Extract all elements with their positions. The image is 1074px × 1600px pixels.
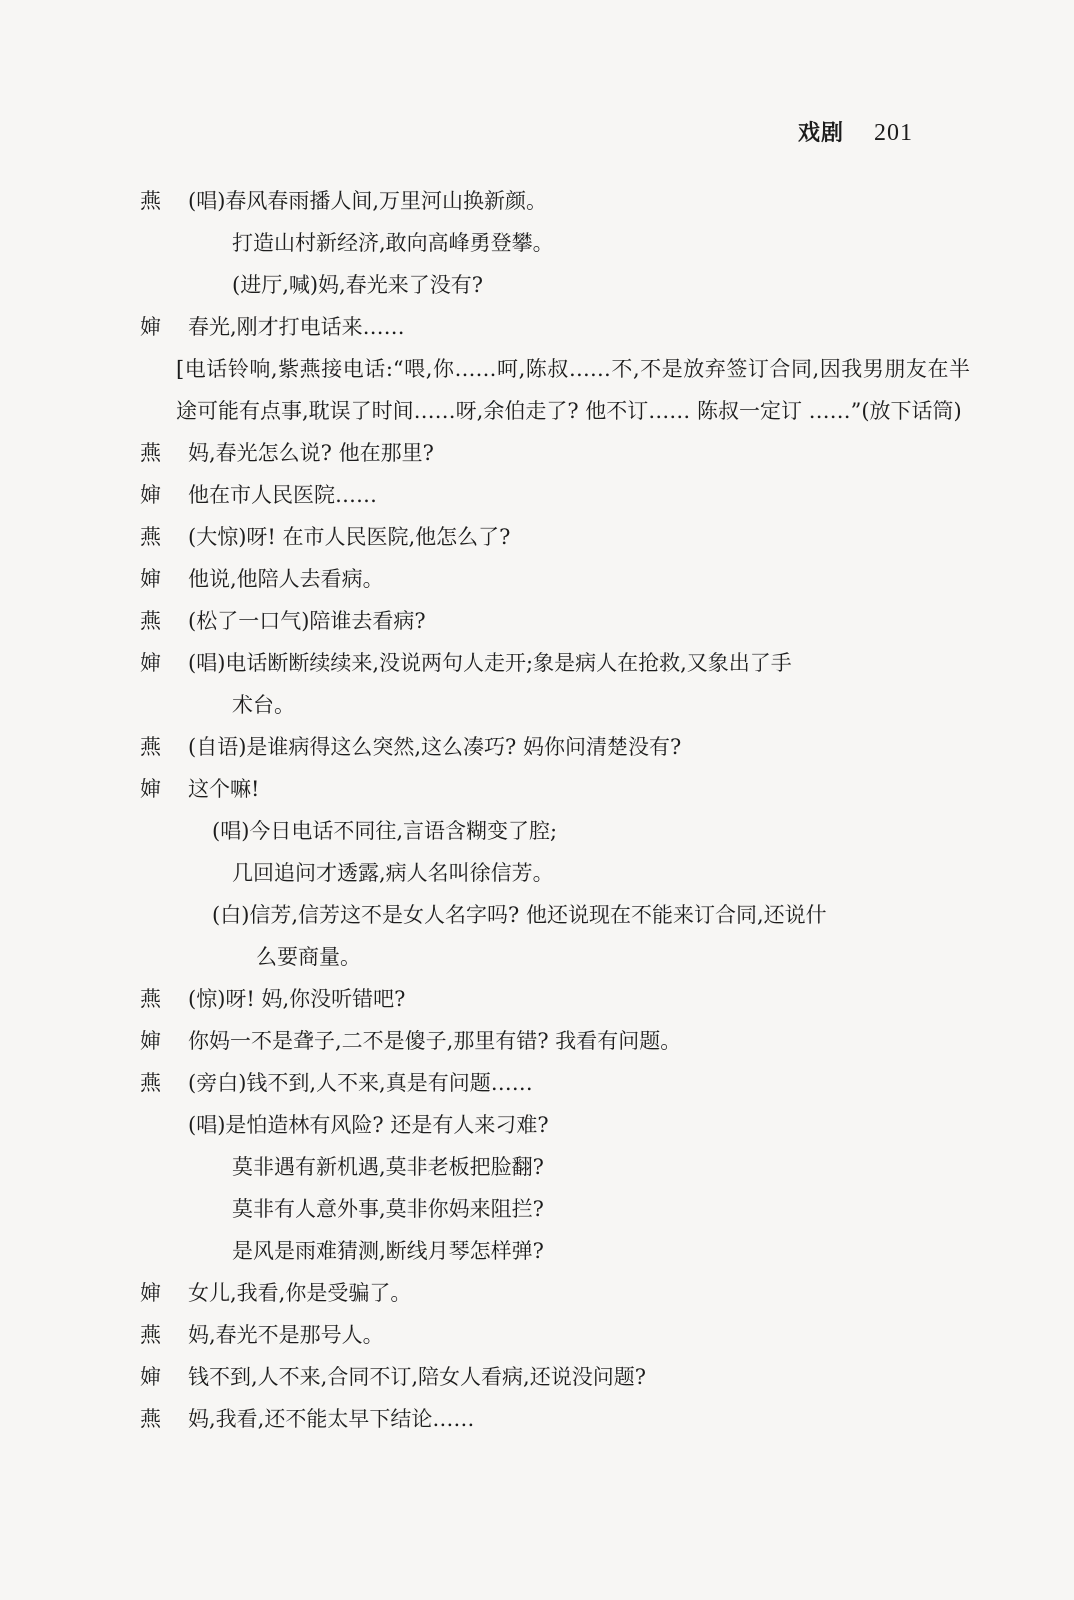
- dialogue-line: [140, 1272, 970, 1314]
- dialogue-line: [140, 306, 970, 348]
- speaker-label: 婶: [140, 1365, 161, 1389]
- dialogue-line: [140, 1356, 970, 1398]
- script-body: [140, 180, 970, 1440]
- line-text: 莫非有人意外事,莫非你妈来阻拦?: [232, 1197, 544, 1221]
- dialogue-line: [140, 642, 970, 726]
- line-text-first: (唱)电话断断续续来,没说两句人走开;象是病人在抢救,又象出了手: [188, 651, 792, 675]
- line-text: 钱不到,人不来,合同不订,陪女人看病,还说没问题?: [188, 1365, 646, 1389]
- speaker-label: 婶: [140, 777, 161, 801]
- stage-direction-text: [电话铃响,紫燕接电话:“喂,你……呵,陈叔……不,不是放弃签订合同,因我男朋友在半途可能有点事,耽误了时间……呀,余伯走了? 他不订…… 陈叔一定订 ……”(放下话筒): [176, 357, 970, 423]
- line-text: (旁白)钱不到,人不来,真是有问题……: [188, 1071, 533, 1095]
- line-text: 打造山村新经济,敢向高峰勇登攀。: [232, 231, 554, 255]
- dialogue-line: [140, 1020, 970, 1062]
- speaker-label: 燕: [140, 1071, 161, 1095]
- dialogue-line: [140, 894, 970, 978]
- speaker-label: 燕: [140, 1407, 161, 1431]
- dialogue-line: [140, 726, 970, 768]
- dialogue-line: [140, 810, 970, 852]
- line-text: (唱)春风春雨播人间,万里河山换新颜。: [188, 189, 548, 213]
- line-text: 几回追问才透露,病人名叫徐信芳。: [232, 861, 554, 885]
- line-text-continuation: 术台。: [232, 693, 295, 717]
- line-text: 莫非遇有新机遇,莫非老板把脸翻?: [232, 1155, 544, 1179]
- speaker-label: 婶: [140, 483, 161, 507]
- line-text: 是风是雨难猜测,断线月琴怎样弹?: [232, 1239, 544, 1263]
- line-text: 这个嘛!: [188, 777, 260, 801]
- dialogue-line: [140, 558, 970, 600]
- line-text: (松了一口气)陪谁去看病?: [188, 609, 426, 633]
- page-number: 201: [874, 120, 914, 146]
- line-text: (进厅,喊)妈,春光来了没有?: [232, 273, 483, 297]
- dialogue-line: [140, 1146, 970, 1188]
- speaker-label: 婶: [140, 651, 161, 675]
- line-text: (唱)今日电话不同往,言语含糊变了腔;: [212, 819, 558, 843]
- line-text-first: (白)信芳,信芳这不是女人名字吗? 他还说现在不能来订合同,还说什: [212, 903, 827, 927]
- dialogue-line: [140, 474, 970, 516]
- running-header: [798, 116, 913, 147]
- dialogue-line: [140, 1314, 970, 1356]
- dialogue-line: [140, 1104, 970, 1146]
- line-text: 妈,我看,还不能太早下结论……: [188, 1407, 475, 1431]
- speaker-label: 燕: [140, 441, 161, 465]
- line-text: (自语)是谁病得这么突然,这么凑巧? 妈你问清楚没有?: [188, 735, 682, 759]
- line-text: 他在市人民医院……: [188, 483, 377, 507]
- speaker-label: 婶: [140, 315, 161, 339]
- dialogue-line: [140, 264, 970, 306]
- speaker-label: 燕: [140, 189, 161, 213]
- line-text: 妈,春光不是那号人。: [188, 1323, 384, 1347]
- dialogue-line: [140, 978, 970, 1020]
- line-text: [212, 894, 970, 978]
- line-text-continuation: 么要商量。: [256, 945, 361, 969]
- dialogue-line: [140, 1188, 970, 1230]
- dialogue-line: [140, 1398, 970, 1440]
- dialogue-line: [140, 768, 970, 810]
- line-text: [188, 642, 970, 726]
- line-text: 他说,他陪人去看病。: [188, 567, 384, 591]
- dialogue-line: [140, 852, 970, 894]
- dialogue-line: [140, 1062, 970, 1104]
- line-text: 妈,春光怎么说? 他在那里?: [188, 441, 434, 465]
- dialogue-line: [140, 1230, 970, 1272]
- line-text: 你妈一不是聋子,二不是傻子,那里有错? 我看有问题。: [188, 1029, 682, 1053]
- line-text: 女儿,我看,你是受骗了。: [188, 1281, 412, 1305]
- dialogue-line: [140, 180, 970, 222]
- stage-direction: [140, 348, 970, 432]
- line-text: (惊)呀! 妈,你没听错吧?: [188, 987, 406, 1011]
- line-text: (大惊)呀! 在市人民医院,他怎么了?: [188, 525, 511, 549]
- speaker-label: 燕: [140, 735, 161, 759]
- dialogue-line: [140, 600, 970, 642]
- speaker-label: 燕: [140, 987, 161, 1011]
- speaker-label: 燕: [140, 609, 161, 633]
- speaker-label: 婶: [140, 567, 161, 591]
- dialogue-line: [140, 516, 970, 558]
- speaker-label: 婶: [140, 1281, 161, 1305]
- section-title: 戏剧: [798, 121, 845, 146]
- speaker-label: 燕: [140, 525, 161, 549]
- line-text: 春光,刚才打电话来……: [188, 315, 405, 339]
- speaker-label: 婶: [140, 1029, 161, 1053]
- dialogue-line: [140, 222, 970, 264]
- speaker-label: 燕: [140, 1323, 161, 1347]
- dialogue-line: [140, 432, 970, 474]
- line-text: (唱)是怕造林有风险? 还是有人来刁难?: [188, 1113, 549, 1137]
